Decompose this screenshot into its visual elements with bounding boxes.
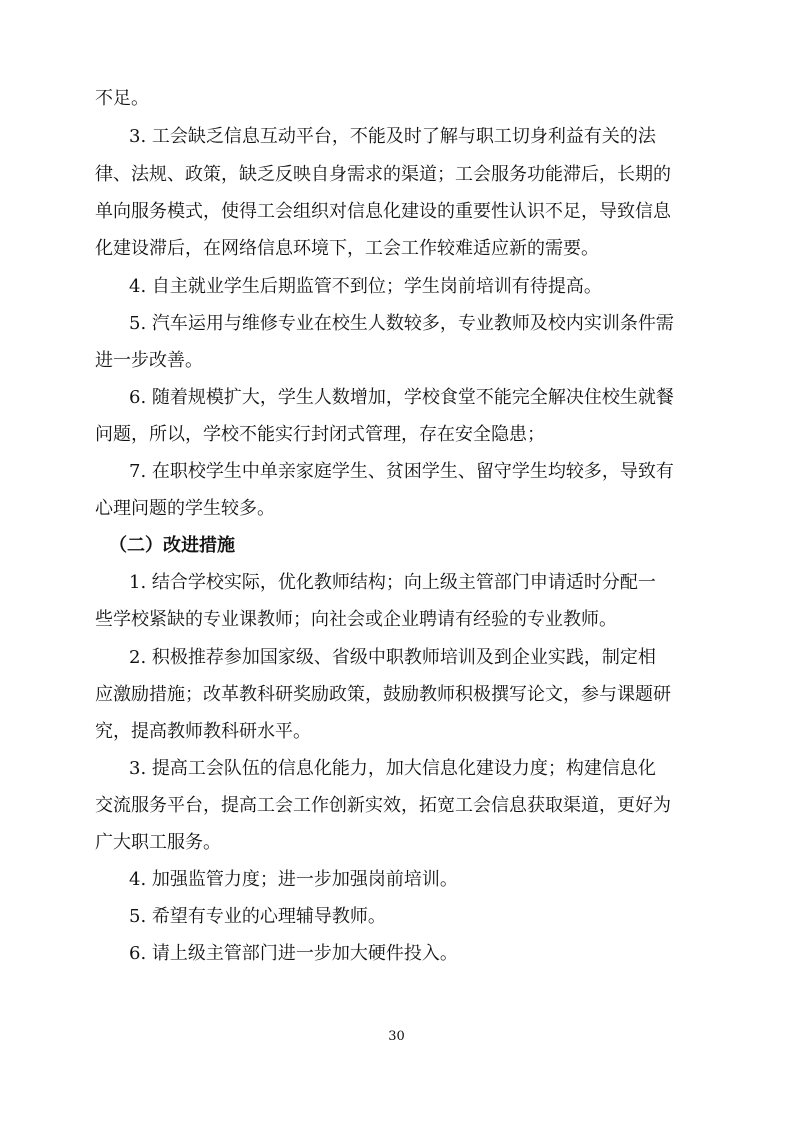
text-line: 5. 汽车运用与维修专业在校生人数较多，专业教师及校内实训条件需: [129, 313, 674, 334]
section-heading: （二）改进措施: [109, 535, 235, 556]
text-line: 4. 自主就业学生后期监管不到位；学生岗前培训有待提高。: [129, 276, 602, 297]
text-line: 进一步改善。: [95, 350, 203, 371]
text-line: 律、法规、政策，缺乏反映自身需求的渠道；工会服务功能滞后，长期的: [95, 164, 671, 185]
text-line: 1. 结合学校实际，优化教师结构；向上级主管部门申请适时分配一: [129, 572, 656, 593]
text-line: 应激励措施；改革教科研奖励政策，鼓励教师积极撰写论文，参与课题研: [95, 684, 671, 705]
text-line: 5. 希望有专业的心理辅导教师。: [129, 906, 386, 927]
text-line: 化建设滞后，在网络信息环境下，工会工作较难适应新的需要。: [95, 238, 599, 259]
text-line: 心理问题的学生较多。: [95, 498, 275, 519]
text-line: 7. 在职校学生中单亲家庭学生、贫困学生、留守学生均较多，导致有: [129, 461, 674, 482]
text-line: 广大职工服务。: [95, 832, 221, 853]
text-line: 4. 加强监管力度；进一步加强岗前培训。: [129, 869, 458, 890]
text-line: 单向服务模式，使得工会组织对信息化建设的重要性认识不足，导致信息: [95, 201, 671, 222]
text-line: 6. 请上级主管部门进一步加大硬件投入。: [129, 943, 458, 964]
text-line: 问题，所以，学校不能实行封闭式管理，存在安全隐患；: [95, 424, 545, 445]
text-line: 交流服务平台，提高工会工作创新实效，拓宽工会信息获取渠道，更好为: [95, 795, 671, 816]
text-line: 究，提高教师教科研水平。: [95, 721, 311, 742]
page-number: 30: [388, 1029, 405, 1044]
text-line: 2. 积极推荐参加国家级、省级中职教师培训及到企业实践，制定相: [129, 647, 656, 668]
text-line: 不足。: [95, 88, 149, 109]
text-line: 些学校紧缺的专业课教师；向社会或企业聘请有经验的专业教师。: [95, 609, 617, 630]
text-line: 6. 随着规模扩大，学生人数增加，学校食堂不能完全解决住校生就餐: [129, 387, 674, 408]
text-line: 3. 工会缺乏信息互动平台，不能及时了解与职工切身利益有关的法: [129, 126, 656, 147]
text-line: 3. 提高工会队伍的信息化能力，加大信息化建设力度；构建信息化: [129, 758, 656, 779]
